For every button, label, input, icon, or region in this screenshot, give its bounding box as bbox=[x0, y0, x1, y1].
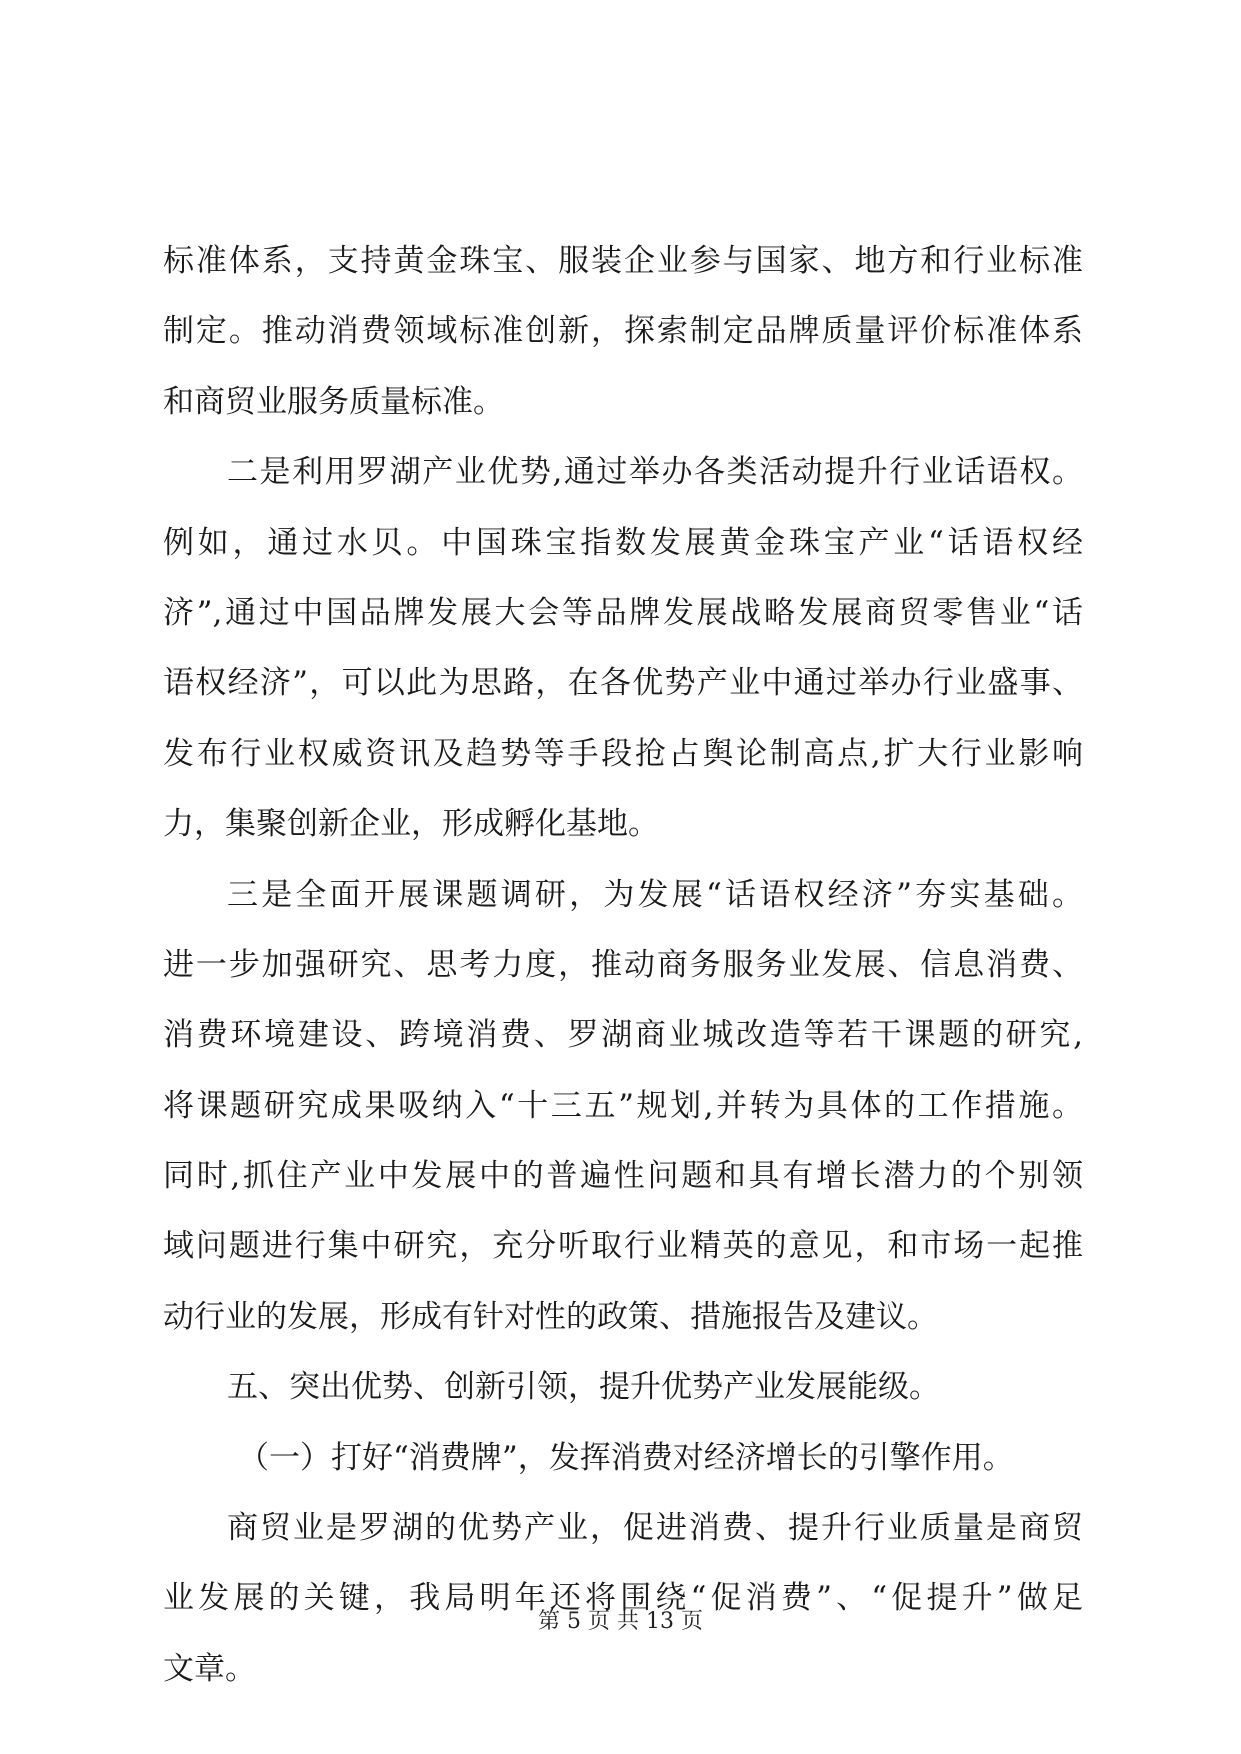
paragraph-line: 同时,抓住产业中发展中的普遍性问题和具有增长潜力的个别领 bbox=[163, 1158, 1083, 1195]
page-number-footer: 第 5 页 共 13 页 bbox=[538, 1609, 703, 1634]
paragraph-line: 力，集聚创新企业，形成孵化基地。 bbox=[163, 806, 659, 843]
paragraph-line: 语权经济”，可以此为思路，在各优势产业中通过举办行业盛事、 bbox=[163, 665, 1083, 702]
section-heading: 五、突出优势、创新引领，提升优势产业发展能级。 bbox=[227, 1369, 940, 1406]
paragraph-line: 制定。推动消费领域标准创新，探索制定品牌质量评价标准体系 bbox=[163, 313, 1083, 350]
paragraph-line: 三是全面开展课题调研，为发展“话语权经济”夯实基础。 bbox=[227, 876, 1083, 913]
paragraph-line: 进一步加强研究、思考力度，推动商务服务业发展、信息消费、 bbox=[163, 946, 1083, 983]
paragraph-line: 业发展的关键，我局明年还将围绕“促消费”、“促提升”做足 bbox=[163, 1580, 1083, 1617]
paragraph-line: 济”,通过中国品牌发展大会等品牌发展战略发展商贸零售业“话 bbox=[163, 594, 1083, 631]
paragraph-line: 例如，通过水贝。中国珠宝指数发展黄金珠宝产业“话语权经 bbox=[163, 524, 1083, 561]
document-body bbox=[163, 226, 1083, 1704]
paragraph-line: 标准体系，支持黄金珠宝、服装企业参与国家、地方和行业标准 bbox=[163, 243, 1083, 279]
paragraph-line: 消费环境建设、跨境消费、罗湖商业城改造等若干课题的研究, bbox=[163, 1017, 1083, 1054]
paragraph-line: 域问题进行集中研究，充分听取行业精英的意见，和市场一起推 bbox=[163, 1228, 1083, 1265]
paragraph-line: 发布行业权威资讯及趋势等手段抢占舆论制高点,扩大行业影响 bbox=[163, 735, 1083, 772]
paragraph-line: 动行业的发展，形成有针对性的政策、措施报告及建议。 bbox=[163, 1298, 938, 1335]
paragraph-line: 二是利用罗湖产业优势,通过举办各类活动提升行业话语权。 bbox=[227, 454, 1083, 491]
paragraph-line: 将课题研究成果吸纳入“十三五”规划,并转为具体的工作措施。 bbox=[163, 1087, 1083, 1124]
paragraph-line: 文章。 bbox=[163, 1650, 256, 1687]
subsection-heading: （一）打好“消费牌”，发挥消费对经济增长的引擎作用。 bbox=[238, 1439, 1014, 1476]
paragraph-line: 和商贸业服务质量标准。 bbox=[163, 383, 504, 420]
paragraph-line: 商贸业是罗湖的优势产业，促进消费、提升行业质量是商贸 bbox=[227, 1510, 1083, 1547]
